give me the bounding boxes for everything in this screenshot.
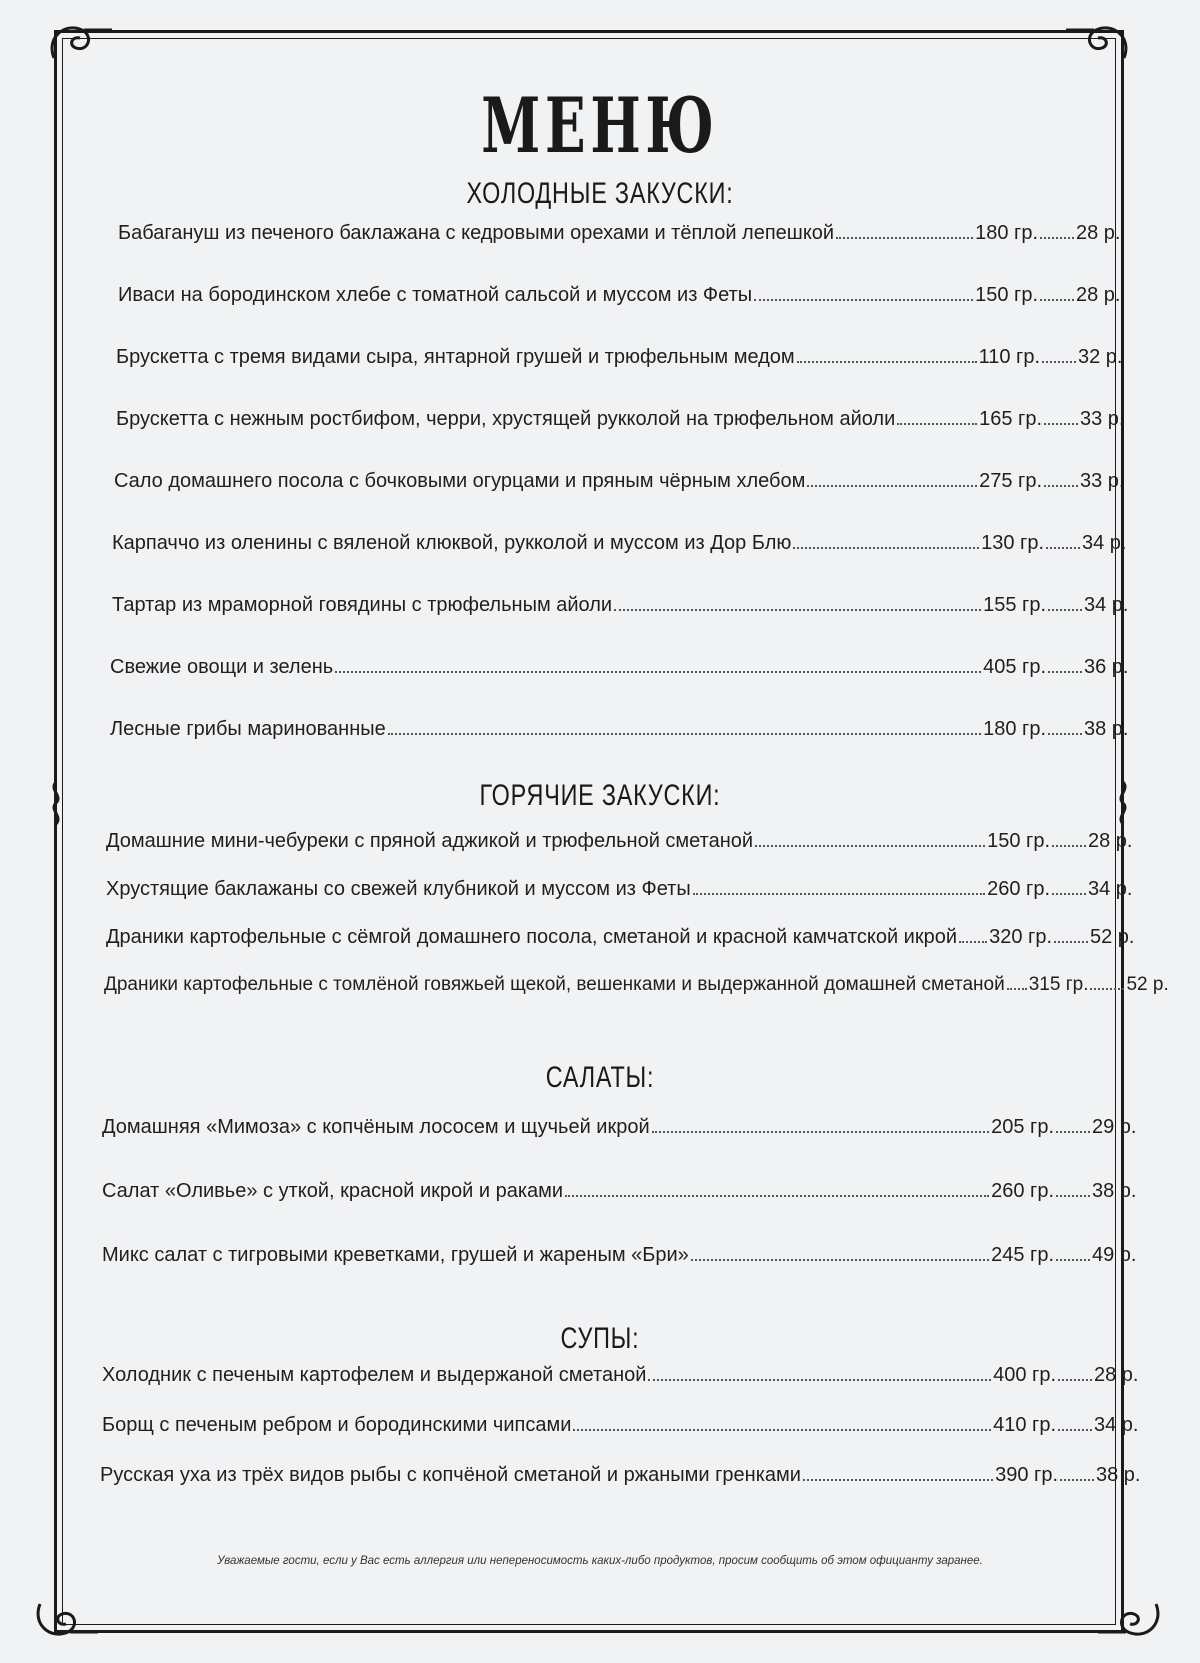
item-weight: 180 гр. [983,718,1046,740]
item-price: 49 р. [1092,1244,1137,1266]
menu-item [110,718,1128,772]
item-price: 38 р. [1092,1180,1137,1202]
item-price: 28 р. [1076,222,1121,244]
side-ornament-right [1114,780,1132,826]
menu-item [102,1116,1136,1180]
leader-dots [754,299,973,301]
leader-dots [1042,361,1076,363]
item-price: 32 р. [1078,346,1123,368]
menu-item [102,1414,1138,1464]
leader-dots [614,609,981,611]
item-weight: 130 гр. [981,532,1044,554]
item-name: Драники картофельные с томлёной говяжьей щекой, вешенками и выдержанной домашней сметаной [104,974,1005,995]
leader-dots [797,361,977,363]
leader-dots [388,733,981,735]
leader-dots [1048,671,1082,673]
leader-dots [897,423,977,425]
corner-ornament-top-left [44,18,114,68]
corner-ornament-top-right [1064,18,1134,68]
leader-dots [1007,988,1027,990]
leader-dots [1056,1259,1090,1261]
leader-dots [652,1131,989,1133]
item-weight: 180 гр. [975,222,1038,244]
section-title: СУПЫ: [560,1322,640,1355]
item-name: Драники картофельные с сёмгой домашнего посола, сметаной и красной камчатской икрой [106,926,958,948]
item-price: 38 р. [1096,1464,1141,1486]
section-title: САЛАТЫ: [545,1061,655,1094]
item-weight: 155 гр. [983,594,1046,616]
section-soups [100,1316,1141,1514]
item-weight: 275 гр. [979,470,1042,492]
menu-item [110,656,1128,718]
item-name: Брускетта с тремя видами сыра, янтарной грушей и трюфельным медом [116,346,795,368]
item-weight: 165 гр. [979,408,1042,430]
item-name: Салат «Оливье» с уткой, красной икрой и раками [102,1180,564,1202]
menu-content [100,80,1169,1514]
menu-item [114,470,1124,532]
section-cold-appetizers [100,174,1129,772]
item-price: 28 р. [1076,284,1121,306]
item-price: 34 р. [1082,532,1127,554]
side-ornament-left [47,780,65,826]
section-salads [100,1052,1137,1300]
item-name: Домашние мини-чебуреки с пряной аджикой и трюфельной сметаной [106,830,754,852]
leader-dots [335,671,981,673]
item-price: 29 р. [1092,1116,1137,1138]
item-name: Брускетта с нежным ростбифом, черри, хрустящей рукколой на трюфельном айоли [116,408,896,430]
item-weight: 400 гр. [993,1364,1056,1386]
menu-item [104,974,1169,1022]
leader-dots [1060,1479,1094,1481]
leader-dots [693,893,985,895]
leader-dots [1058,1429,1092,1431]
leader-dots [1056,1131,1090,1133]
item-price: 52 р. [1090,926,1135,948]
item-weight: 110 гр. [978,346,1040,368]
menu-item [100,1464,1140,1514]
item-weight: 315 гр. [1028,974,1089,995]
allergy-note: Уважаемые гости, если у Вас есть аллергия или непереносимость каких-либо продуктов, просим сообщить об этом официанту заранее. [217,1555,983,1567]
item-price: 28 р. [1088,830,1133,852]
item-price: 34 р. [1088,878,1133,900]
item-name: Иваси на бородинском хлебе с томатной сальсой и муссом из Феты [118,284,753,306]
item-name: Бабагануш из печеного баклажана с кедровыми орехами и тёплой лепешкой [118,222,835,244]
leader-dots [648,1379,991,1381]
menu-item [112,594,1128,656]
leader-dots [793,547,979,549]
item-weight: 245 гр. [991,1244,1054,1266]
item-price: 52 р. [1126,974,1169,995]
item-weight: 150 гр. [975,284,1038,306]
item-name: Холодник с печеным картофелем и выдержаной сметаной [102,1364,647,1386]
menu-item [106,926,1134,974]
leader-dots [1040,237,1074,239]
menu-item [102,1244,1136,1300]
item-weight: 320 гр. [989,926,1052,948]
leader-dots [1054,941,1088,943]
leader-dots [1044,423,1078,425]
item-weight: 260 гр. [987,878,1050,900]
menu-item [116,408,1124,470]
item-price: 38 р. [1084,718,1129,740]
item-name: Микс салат с тигровыми креветками, грушей и жареным «Бри» [102,1244,689,1266]
menu-item [112,532,1126,594]
item-price: 34 р. [1084,594,1129,616]
item-price: 33 р. [1080,408,1125,430]
item-weight: 205 гр. [991,1116,1054,1138]
item-name: Борщ с печеным ребром и бородинскими чипсами [102,1414,572,1436]
section-hot-appetizers [100,772,1169,1022]
menu-item [118,222,1120,284]
menu-title: МЕНЮ [481,81,719,170]
corner-ornament-bottom-right [1096,1594,1166,1644]
item-weight: 405 гр. [983,656,1046,678]
leader-dots [1040,299,1074,301]
leader-dots [1046,547,1080,549]
menu-item [118,284,1120,346]
item-name: Домашняя «Мимоза» с копчёным лососем и щучьей икрой [102,1116,650,1138]
item-weight: 260 гр. [991,1180,1054,1202]
menu-item [102,1180,1136,1244]
item-name: Карпаччо из оленины с вяленой клюквой, рукколой и муссом из Дор Блю [112,532,792,554]
item-price: 34 р. [1094,1414,1139,1436]
leader-dots [1052,845,1086,847]
leader-dots [1058,1379,1092,1381]
leader-dots [573,1429,991,1431]
item-name: Тартар из мраморной говядины с трюфельным айоли [112,594,613,616]
leader-dots [565,1195,989,1197]
menu-item [116,346,1122,408]
item-price: 28 р. [1094,1364,1139,1386]
leader-dots [691,1259,989,1261]
leader-dots [755,845,985,847]
leader-dots [1056,1195,1090,1197]
item-name: Русская уха из трёх видов рыбы с копчёной сметаной и ржаными гренками [100,1464,801,1486]
section-title: ХОЛОДНЫЕ ЗАКУСКИ: [466,177,734,210]
corner-ornament-bottom-left [30,1594,100,1644]
leader-dots [803,1479,993,1481]
leader-dots [959,941,987,943]
leader-dots [807,485,977,487]
leader-dots [1090,988,1124,990]
leader-dots [1048,733,1082,735]
leader-dots [1052,893,1086,895]
item-price: 33 р. [1080,470,1125,492]
leader-dots [1048,609,1082,611]
menu-item [106,878,1132,926]
item-name: Лесные грибы маринованные [110,718,386,740]
section-title: ГОРЯЧИЕ ЗАКУСКИ: [479,779,721,812]
item-name: Хрустящие баклажаны со свежей клубникой и муссом из Феты [106,878,691,900]
leader-dots [836,237,973,239]
item-name: Сало домашнего посола с бочковыми огурцами и пряным чёрным хлебом [114,470,806,492]
menu-item [106,830,1132,878]
menu-item [102,1364,1138,1414]
item-price: 36 р. [1084,656,1129,678]
item-name: Свежие овощи и зелень [110,656,334,678]
item-weight: 390 гр. [995,1464,1058,1486]
leader-dots [1044,485,1078,487]
item-weight: 150 гр. [987,830,1050,852]
item-weight: 410 гр. [993,1414,1056,1436]
